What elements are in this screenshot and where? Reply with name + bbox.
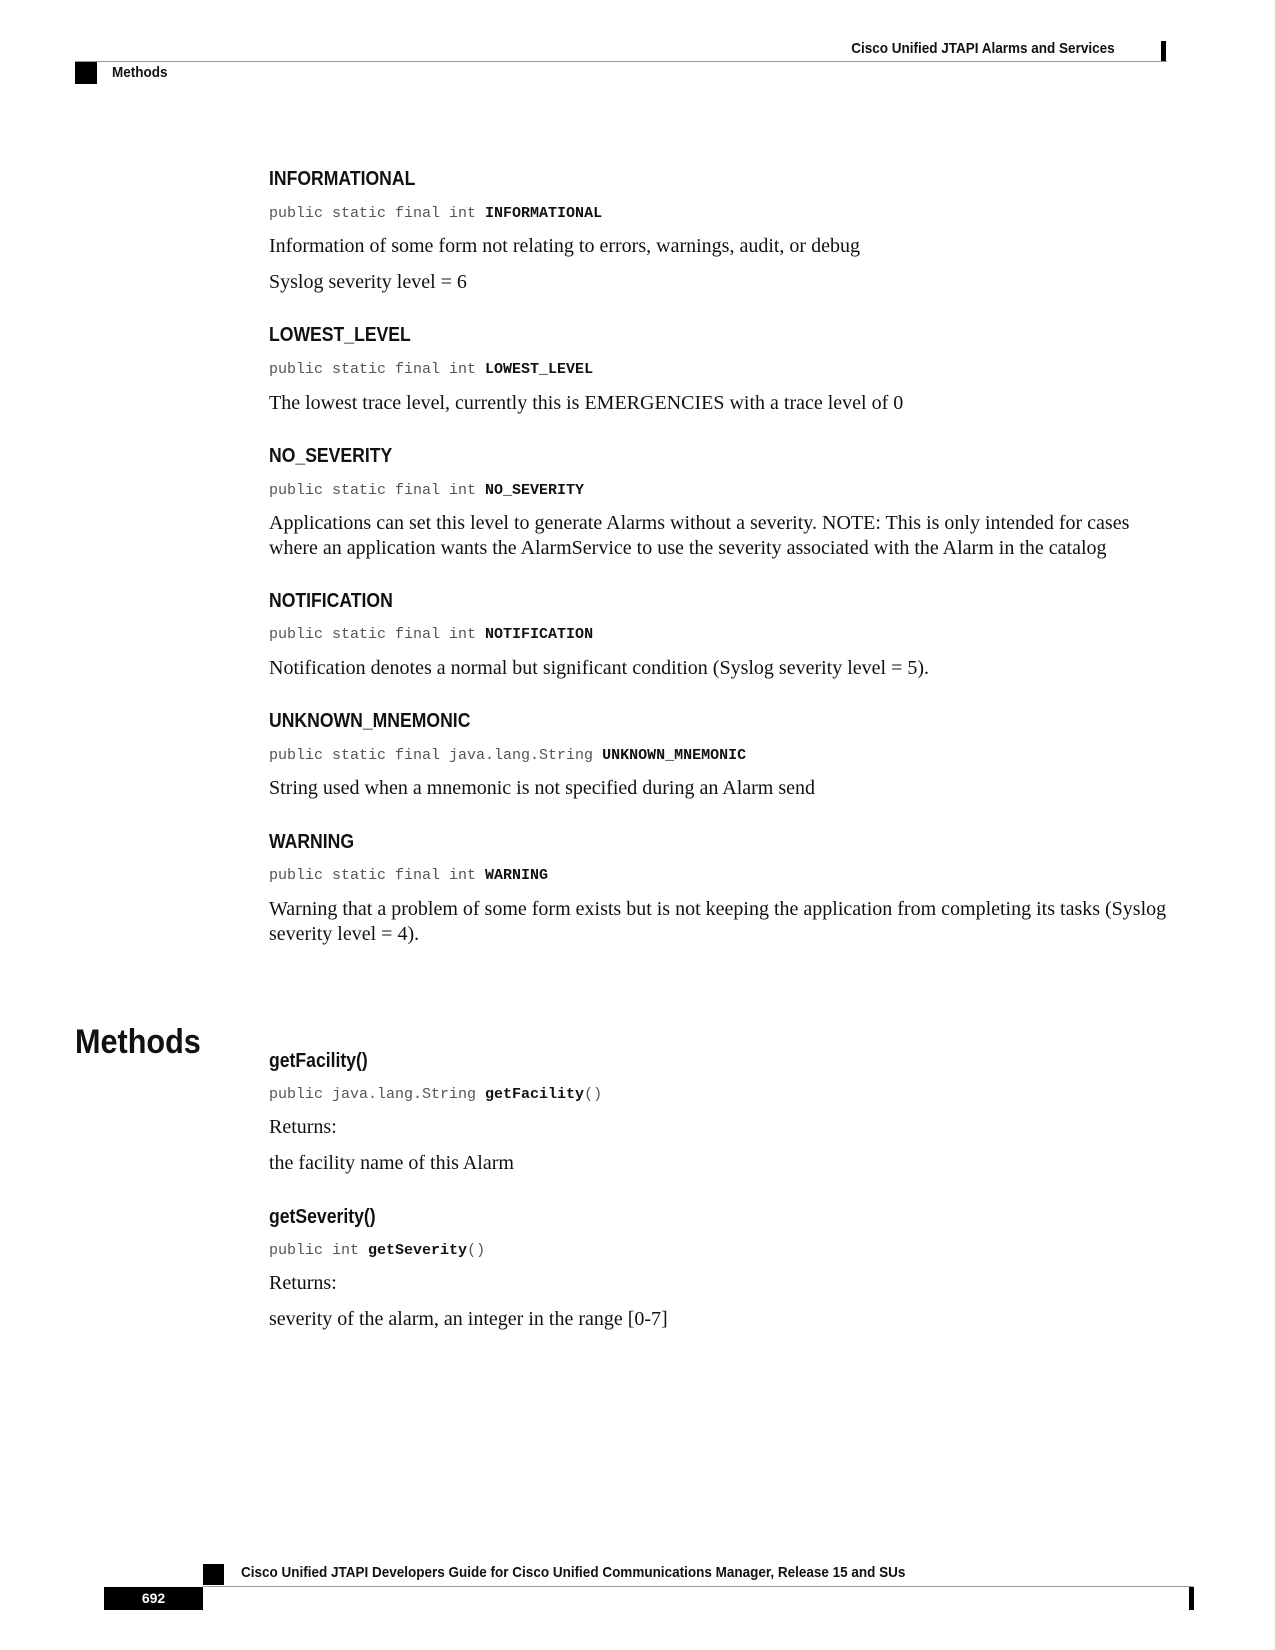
method-signature (269, 1242, 485, 1259)
signature-name: INFORMATIONAL (485, 205, 603, 222)
field-description: String used when a mnemonic is not specified during an Alarm send (269, 777, 816, 799)
field-heading: WARNING (269, 831, 355, 853)
signature-modifiers: public int (269, 1242, 369, 1259)
field-description: Warning that a problem of some form exists but is not keeping the application from completing its tasks (Syslog severity level = 4). (269, 898, 1167, 945)
field-heading: NOTIFICATION (269, 590, 393, 612)
signature-name: LOWEST_LEVEL (485, 361, 594, 378)
running-header-section: Methods (112, 64, 168, 81)
method-signature (269, 1086, 602, 1103)
returns-description: severity of the alarm, an integer in the range [0-7] (269, 1308, 668, 1330)
header-section-marker (75, 62, 97, 84)
footer-marker (203, 1564, 224, 1585)
field-heading: NO_SEVERITY (269, 445, 393, 467)
signature-name: NOTIFICATION (485, 626, 594, 643)
field-heading: UNKNOWN_MNEMONIC (269, 710, 471, 732)
field-signature (269, 747, 746, 764)
method-heading: getSeverity() (269, 1206, 376, 1228)
signature-modifiers: public static final int (269, 482, 486, 499)
page-number: 692 (104, 1587, 203, 1610)
field-description: Notification denotes a normal but significant condition (Syslog severity level = 5). (269, 657, 930, 679)
footer-guide-title: Cisco Unified JTAPI Developers Guide for Cisco Unified Communications Manager, Release 15 and SUs (241, 1564, 906, 1581)
signature-name: getFacility (485, 1086, 585, 1103)
methods-heading: Methods (75, 1023, 201, 1061)
returns-label: Returns: (269, 1272, 337, 1294)
field-signature (269, 205, 602, 222)
signature-parens: () (584, 1086, 603, 1103)
signature-modifiers: public java.lang.String (269, 1086, 486, 1103)
signature-modifiers: public static final int (269, 205, 486, 222)
field-description-2: Syslog severity level = 6 (269, 271, 467, 293)
signature-modifiers: public static final int (269, 867, 486, 884)
field-description: Information of some form not relating to errors, warnings, audit, or debug (269, 235, 860, 257)
field-signature (269, 361, 593, 378)
signature-modifiers: public static final int (269, 361, 486, 378)
signature-name: NO_SEVERITY (485, 482, 585, 499)
field-heading: LOWEST_LEVEL (269, 324, 411, 346)
signature-parens: () (467, 1242, 486, 1259)
running-header-title: Cisco Unified JTAPI Alarms and Services (851, 40, 1115, 57)
field-signature (269, 867, 548, 884)
footer-rule (203, 1586, 1193, 1587)
field-description: The lowest trace level, currently this is EMERGENCIES with a trace level of 0 (269, 392, 904, 414)
header-rule (75, 61, 1167, 62)
signature-name: WARNING (485, 867, 549, 884)
method-heading: getFacility() (269, 1050, 368, 1072)
field-signature (269, 626, 593, 643)
field-signature (269, 482, 584, 499)
signature-name: getSeverity (368, 1242, 468, 1259)
signature-name: UNKNOWN_MNEMONIC (602, 747, 747, 764)
footer-bar (1189, 1587, 1194, 1610)
signature-modifiers: public static final java.lang.String (269, 747, 603, 764)
returns-label: Returns: (269, 1116, 337, 1138)
header-bar (1161, 41, 1166, 62)
signature-modifiers: public static final int (269, 626, 486, 643)
field-heading: INFORMATIONAL (269, 168, 416, 190)
field-description: Applications can set this level to generate Alarms without a severity. NOTE: This is only intended for cases where an application wants the AlarmService to use the severity associated with the Alarm in the catalog (269, 512, 1130, 559)
returns-description: the facility name of this Alarm (269, 1152, 514, 1174)
